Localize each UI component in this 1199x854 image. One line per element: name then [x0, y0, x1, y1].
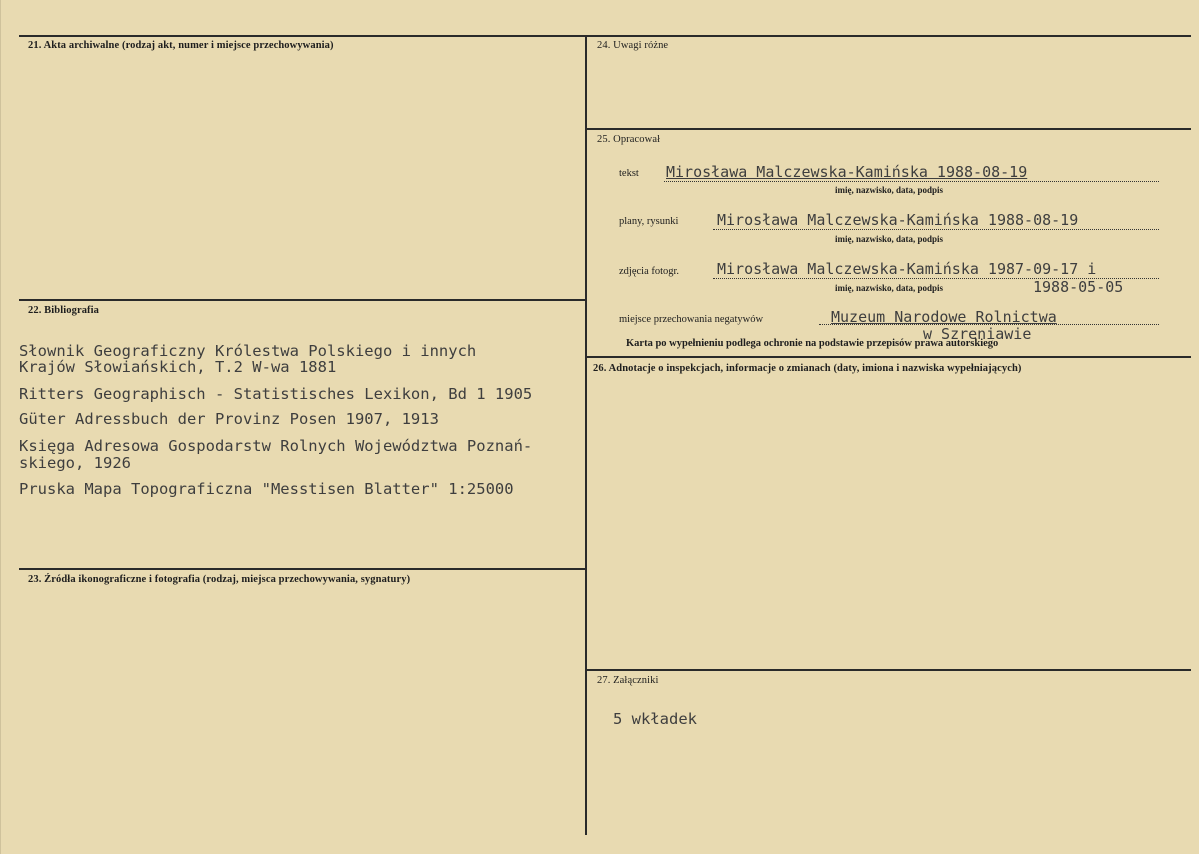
plany-value: Mirosława Malczewska-Kamińska 1988-08-19: [717, 211, 1079, 229]
plany-caption: imię, nazwisko, data, podpis: [835, 234, 944, 244]
zdjecia-caption: imię, nazwisko, data, podpis: [835, 283, 944, 293]
section-22-title: 22. Bibliografia: [28, 305, 100, 316]
bibliography-line-6: skiego, 1926: [19, 454, 131, 472]
miejsce-label: miejsce przechowania negatywów: [619, 314, 764, 325]
plany-label: plany, rysunki: [619, 216, 679, 227]
tekst-label: tekst: [619, 168, 639, 179]
zdjecia-label: zdjęcia fotogr.: [619, 266, 680, 277]
bibliography-line-5: Księga Adresowa Gospodarstw Rolnych Województwa Poznań-: [19, 437, 533, 455]
section-25-title: 25. Opracował: [597, 134, 661, 145]
section-24-title: 24. Uwagi różne: [597, 40, 669, 51]
bibliography-line-2: Krajów Słowiańskich, T.2 W-wa 1881: [19, 358, 337, 376]
miejsce-value: Muzeum Narodowe Rolnictwa: [831, 308, 1057, 326]
center-divider: [585, 35, 587, 835]
bibliography-line-1: Słownik Geograficzny Królestwa Polskiego i innych: [19, 342, 477, 360]
plany-dotline: [713, 229, 1159, 230]
tekst-caption: imię, nazwisko, data, podpis: [835, 185, 944, 195]
rule-24-25: [587, 128, 1191, 130]
bibliography-line-4: Güter Adressbuch der Provinz Posen 1907, 1913: [19, 410, 439, 428]
section-21-title: 21. Akta archiwalne (rodzaj akt, numer i miejsce przechowywania): [28, 40, 334, 51]
rule-25-26: [587, 356, 1191, 358]
rule-21-22: [19, 299, 585, 301]
bibliography-line-3: Ritters Geographisch - Statistisches Lexikon, Bd 1 1905: [19, 385, 533, 403]
rule-26-27: [587, 669, 1191, 671]
tekst-dotline: [664, 181, 1159, 182]
top-rule: [19, 35, 1191, 37]
miejsce-value-2: w Szreniawie: [923, 325, 1032, 343]
rule-22-23: [19, 568, 585, 570]
section-23-title: 23. Źródła ikonograficzne i fotografia (rodzaj, miejsca przechowywania, sygnatury): [28, 574, 411, 585]
bibliography-line-7: Pruska Mapa Topograficzna "Messtisen Blatter" 1:25000: [19, 480, 514, 498]
attachments-value: 5 wkładek: [613, 710, 697, 728]
copyright-note: Karta po wypełnieniu podlega ochronie na podstawie przepisów prawa autorskiego: [626, 338, 999, 349]
zdjecia-value-2: 1988-05-05: [1033, 278, 1124, 296]
tekst-value: Mirosława Malczewska-Kamińska 1988-08-19: [666, 163, 1028, 181]
zdjecia-value: Mirosława Malczewska-Kamińska 1987-09-17 i: [717, 260, 1097, 278]
section-26-title: 26. Adnotacje o inspekcjach, informacje o zmianach (daty, imiona i nazwiska wypełniających): [593, 363, 1022, 374]
section-27-title: 27. Załączniki: [597, 675, 659, 686]
